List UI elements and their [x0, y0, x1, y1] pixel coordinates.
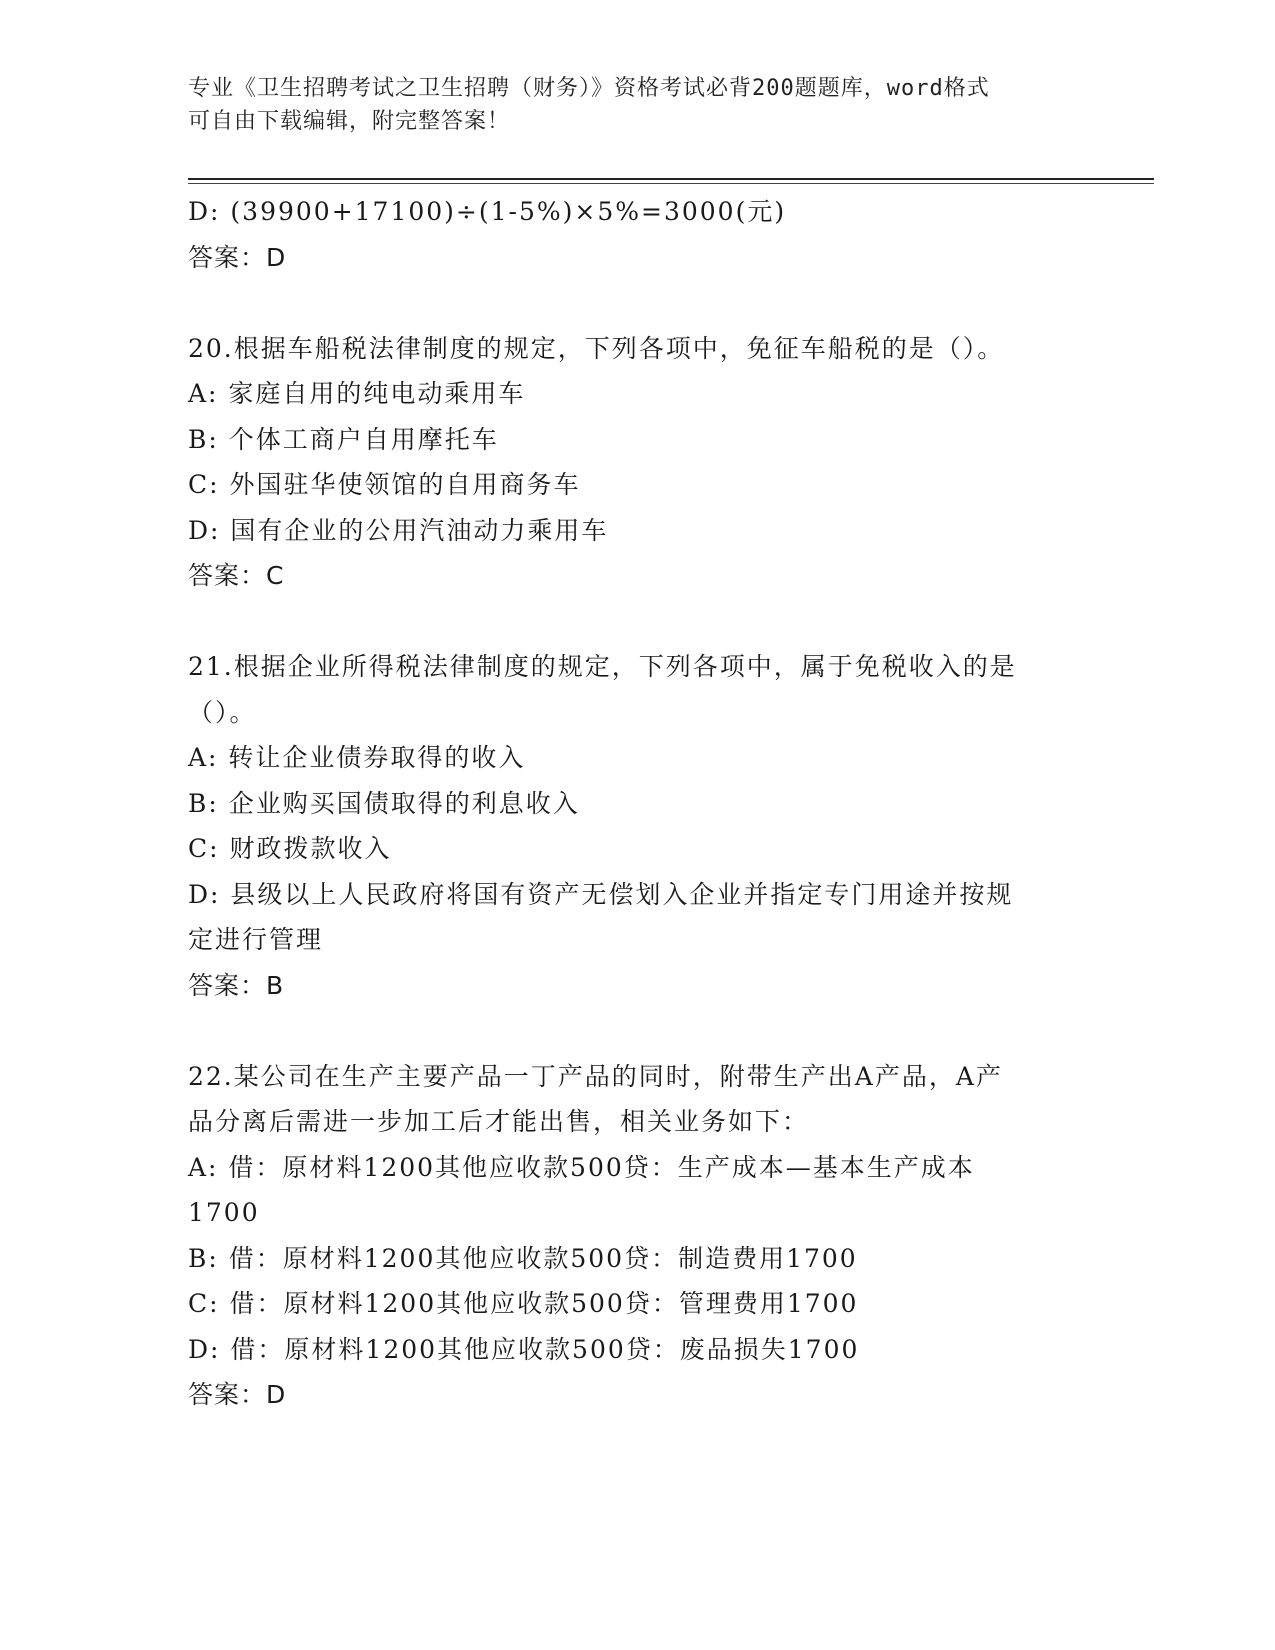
page-header [188, 72, 1068, 138]
header-rule-thin [188, 183, 1154, 184]
prev-answer: 答案：D [188, 242, 287, 272]
question-21 [188, 644, 1088, 1008]
option-d: D: 国有企业的公用汽油动力乘用车 [188, 515, 609, 545]
header-line-1: 专业《卫生招聘考试之卫生招聘（财务）》资格考试必背200题题库，word格式 [188, 76, 990, 101]
question-stem: 21.根据企业所得税法律制度的规定，下列各项中，属于免税收入的是 [188, 652, 1017, 681]
question-stem: 20.根据车船税法律制度的规定，下列各项中，免征车船税的是（）。 [188, 333, 1005, 363]
option-b: B: 借：原材料1200其他应收款500贷：制造费用1700 [188, 1243, 858, 1273]
option-c: C: 借：原材料1200其他应收款500贷：管理费用1700 [188, 1289, 859, 1318]
answer: 答案：D [188, 1380, 287, 1409]
option-a: A: 借：原材料1200其他应收款500贷：生产成本—基本生产成本 [188, 1152, 975, 1182]
header-line-2: 可自由下载编辑，附完整答案！ [188, 109, 511, 134]
option-d: D: 借：原材料1200其他应收款500贷：废品损失1700 [188, 1334, 860, 1364]
option-d: D: 县级以上人民政府将国有资产无偿划入企业并指定专门用途并按规 [188, 879, 1014, 909]
spacer [188, 1008, 1088, 1054]
answer: 答案：B [188, 970, 285, 1000]
option-b: B: 个体工商户自用摩托车 [188, 424, 499, 454]
question-stem: 22.某公司在生产主要产品一丁产品的同时，附带生产出A产品，A产 [188, 1061, 1003, 1091]
prev-option-d: D: (39900+17100)÷(1-5%)×5%=3000(元) [188, 197, 787, 226]
option-d-cont: 定进行管理 [188, 925, 324, 954]
option-b: B: 企业购买国债取得的利息收入 [188, 788, 580, 818]
answer: 答案：C [188, 561, 285, 590]
option-a-cont: 1700 [188, 1198, 260, 1227]
option-a: A: 转让企业债券取得的收入 [188, 743, 526, 772]
question-stem-cont: （）。 [188, 697, 257, 727]
option-a: A: 家庭自用的纯电动乘用车 [188, 379, 526, 408]
spacer [188, 599, 1088, 645]
question-20 [188, 326, 1088, 599]
option-c: C: 外国驻华使领馆的自用商务车 [188, 470, 581, 499]
question-22 [188, 1054, 1088, 1418]
question-stem-cont: 品分离后需进一步加工后才能出售，相关业务如下： [188, 1107, 810, 1136]
question-content [188, 189, 1088, 1418]
spacer [188, 280, 1088, 326]
option-c: C: 财政拨款收入 [188, 834, 392, 863]
header-rule-thick [188, 178, 1154, 180]
